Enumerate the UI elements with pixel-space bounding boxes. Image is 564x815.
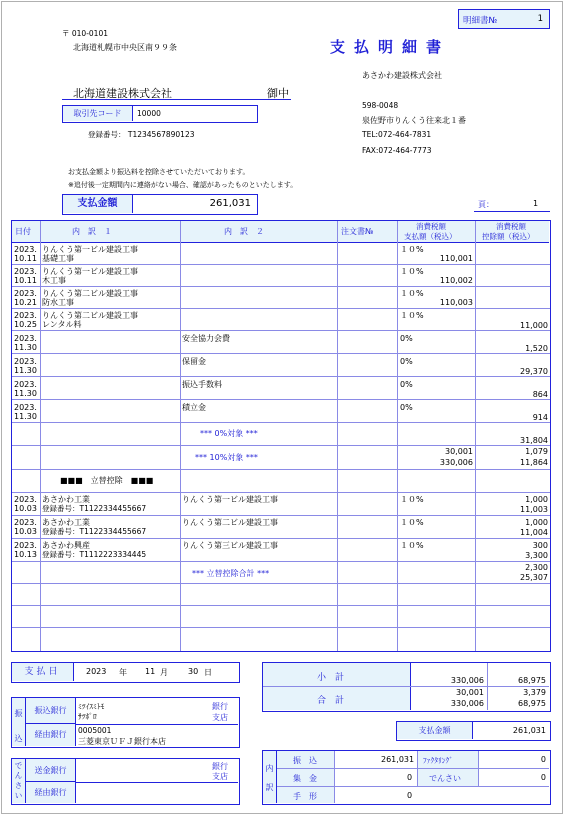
breakdown-value-3: 0 [407, 791, 413, 800]
amount-value: 261,031 [209, 198, 251, 209]
row-rate: 0% [400, 357, 413, 366]
page-title: 支払明細書 [330, 38, 451, 56]
issuer-fax: FAX:072-464-7773 [362, 146, 432, 155]
row-rate: 0% [400, 380, 413, 389]
row-desc2: 振込手数料 [182, 380, 222, 389]
header-desc1: 内 訳 １ [72, 227, 112, 236]
row-date-1: 2023. [14, 495, 37, 504]
breakdown-label-2: 集 金 [293, 774, 317, 783]
row-desc1-b: 木工事 [42, 276, 66, 285]
breakdown-side-2: 訳 [265, 783, 274, 792]
subtotal-pay: 330,006 [450, 676, 484, 685]
row-date-2: 10.11 [14, 276, 37, 285]
transfer-side-2: 込 [14, 734, 23, 743]
transfer-side-1: 振 [14, 709, 23, 718]
row-date-2: 10.25 [14, 320, 37, 329]
densai-side-1: で [14, 761, 23, 770]
partner-code-value: 10000 [137, 109, 161, 118]
breakdown-side-label [263, 751, 277, 803]
pay-date-label: 支払日 [12, 663, 74, 681]
pay-date-month: 11 [145, 667, 156, 676]
partner-code-label: 取引先コード [63, 106, 133, 121]
breakdown-value2-1: 0 [540, 755, 546, 764]
row-ded: 864 [532, 390, 548, 399]
total-pay-b: 330,006 [450, 699, 484, 708]
row-date-1: 2023. [14, 380, 37, 389]
densai-side-4: い [14, 791, 23, 800]
row-desc1-a: りんくう第二ビル建設工事 [42, 311, 138, 320]
header-desc2: 内 訳 ２ [224, 227, 264, 236]
row-pay: 110,003 [439, 298, 473, 307]
row-desc2: りんくう第一ビル建設工事 [182, 495, 278, 504]
row-date-1: 2023. [14, 267, 37, 276]
row-ded-b: 11,864 [520, 458, 548, 467]
row-desc1-a: りんくう第一ビル建設工事 [42, 267, 138, 276]
partner-code-box [62, 105, 258, 123]
breakdown-label-3: 手 形 [293, 792, 317, 801]
header-ded-2: 控除額（税込） [482, 232, 535, 241]
breakdown-label2-2: でんさい [429, 774, 461, 783]
row-date-2: 10.11 [14, 254, 37, 263]
row-pay-a: 30,001 [445, 447, 473, 456]
header-tax-1: 消費税額 [416, 222, 446, 231]
pay-date-year: 2023 [86, 667, 107, 676]
total-label: 合 計 [317, 696, 345, 706]
row-rate: １０% [400, 541, 424, 550]
amount2-box [396, 721, 551, 741]
totals-col-line [487, 663, 488, 710]
transfer-account-label: 経由銀行 [26, 724, 76, 746]
transfer-bank-name-2: ｻﾂﾎﾟﾛ [78, 712, 97, 721]
pay-date-box [11, 662, 240, 683]
row-date-1: 2023. [14, 311, 37, 320]
row-ded-a: 2,300 [525, 563, 548, 572]
densai-divider [76, 782, 238, 783]
densai-via-label: 経由銀行 [26, 782, 76, 803]
recipient-postal: 〒 010-0101 [62, 29, 108, 38]
row-pay: 110,001 [439, 254, 473, 263]
recipient-address: 北海道札幌市中央区南９９条 [73, 43, 177, 52]
issuer-tel: TEL:072-464-7831 [362, 130, 432, 139]
note-2: ※追付後一定期間内に連絡がない場合、確認があったものといたします。 [68, 181, 298, 189]
pay-date-month-unit: 月 [160, 668, 168, 677]
densai-bank-unit: 銀行 [212, 762, 228, 771]
breakdown-side-1: 内 [265, 764, 274, 773]
recipient-name: 北海道建設株式会社 [73, 87, 172, 100]
row-desc1-b: 登録番号：T1112223334445 [42, 550, 147, 559]
totals-box [262, 662, 551, 712]
row-ded-a: 1,000 [525, 495, 548, 504]
section-heading: ■■■ 立替控除 ■■■ [60, 476, 154, 485]
note-1: お支払金額より振込料を控除させていただいております。 [68, 168, 250, 176]
row-desc1-b: 防水工事 [42, 298, 74, 307]
doc-no-box [458, 9, 550, 29]
recipient-honorific: 御中 [267, 87, 289, 100]
row-date-1: 2023. [14, 289, 37, 298]
row-ded: 31,804 [520, 436, 548, 445]
row-desc2: 積立金 [182, 403, 206, 412]
densai-side-2: ん [14, 771, 23, 780]
breakdown-box [262, 750, 551, 805]
row-desc1-a: あさかわ興産 [42, 541, 90, 550]
transfer-bank-name-1: ﾐﾂｲｽﾐﾄﾓ [78, 702, 105, 711]
row-desc1-b: 登録番号：T1122334455667 [42, 527, 147, 536]
row-date-2: 10.21 [14, 298, 37, 307]
row-date-2: 11.30 [14, 389, 37, 398]
recipient-reg-no: 登録番号： T1234567890123 [88, 130, 195, 139]
amount-box [62, 194, 258, 215]
breakdown-label-1: 振 込 [293, 756, 317, 765]
row-date-1: 2023. [14, 518, 37, 527]
row-desc2: りんくう第二ビル建設工事 [182, 518, 278, 527]
issuer-address: 泉佐野市りんくう往来北１番 [362, 116, 466, 125]
densai-side-label [12, 759, 26, 803]
row-date-2: 11.30 [14, 366, 37, 375]
row-ded: 11,000 [520, 321, 548, 330]
total-ded-b: 68,975 [518, 699, 546, 708]
transfer-branch-unit: 支店 [212, 713, 228, 722]
transfer-divider [76, 724, 238, 725]
totals-mid-line [263, 686, 549, 687]
doc-no-value: 1 [537, 14, 543, 24]
header-ded-1: 消費税額 [496, 222, 526, 231]
row-desc2: *** 10%対象 *** [195, 453, 258, 462]
total-ded-a: 3,379 [523, 688, 546, 697]
densai-bank-label: 送金銀行 [26, 759, 76, 782]
transfer-side-label [12, 698, 26, 746]
breakdown-value-1: 261,031 [381, 755, 415, 764]
row-date-2: 10.03 [14, 527, 37, 536]
amount2-label: 支払金額 [397, 722, 473, 739]
row-desc1-a: りんくう第二ビル建設工事 [42, 289, 138, 298]
row-rate: 0% [400, 403, 413, 412]
issuer-postal: 598-0048 [362, 101, 399, 110]
transfer-account-1: 0005001 [78, 726, 112, 735]
total-pay-a: 30,001 [456, 688, 484, 697]
row-ded: 914 [532, 413, 548, 422]
row-rate: １０% [400, 495, 424, 504]
row-ded-b: 11,003 [520, 505, 548, 514]
row-date-2: 10.03 [14, 504, 37, 513]
row-date-1: 2023. [14, 334, 37, 343]
row-rate: １０% [400, 289, 424, 298]
issuer-name: あさかわ建設株式会社 [362, 71, 442, 80]
header-date: 日付 [15, 227, 31, 236]
row-pay-b: 330,006 [439, 458, 473, 467]
row-ded-b: 3,300 [525, 551, 548, 560]
transfer-account-2: 三菱東京ＵＦＪ銀行本店 [78, 737, 166, 746]
header-tax-2: 支払額（税込） [404, 232, 457, 241]
row-desc1-b: 基礎工事 [42, 254, 74, 263]
amount2-value: 261,031 [512, 726, 546, 735]
row-rate: １０% [400, 245, 424, 254]
page-underline [474, 211, 550, 212]
detail-table [11, 220, 551, 652]
row-desc1-b: 登録番号：T1122334455667 [42, 504, 147, 513]
row-date-2: 10.13 [14, 550, 37, 559]
densai-side-3: さ [14, 781, 23, 790]
row-desc2: 保留金 [182, 357, 206, 366]
pay-date-day-unit: 日 [204, 668, 212, 677]
row-desc1-a: あさかわ工業 [42, 518, 90, 527]
row-date-1: 2023. [14, 403, 37, 412]
row-rate: １０% [400, 518, 424, 527]
row-ded-b: 25,307 [520, 573, 548, 582]
transfer-box [11, 697, 240, 748]
row-ded-a: 1,079 [525, 447, 548, 456]
doc-no-label: 明細書№ [463, 16, 498, 26]
page-label: 頁： [478, 200, 494, 209]
row-date-1: 2023. [14, 541, 37, 550]
amount-label: 支払金額 [63, 195, 133, 213]
row-rate: 0% [400, 334, 413, 343]
row-ded-b: 11,004 [520, 528, 548, 537]
row-desc1-b: レンタル料 [42, 320, 82, 329]
row-ded: 29,370 [520, 367, 548, 376]
row-desc1-a: りんくう第一ビル建設工事 [42, 245, 138, 254]
page-value: 1 [533, 199, 539, 208]
row-desc1-a: あさかわ工業 [42, 495, 90, 504]
row-ded-a: 300 [532, 541, 548, 550]
row-date-1: 2023. [14, 357, 37, 366]
header-order: 注文書№ [341, 227, 374, 236]
subtotal-label: 小 計 [317, 673, 345, 683]
row-desc2: *** 立替控除合計 *** [192, 569, 270, 578]
pay-date-year-unit: 年 [119, 668, 127, 677]
row-pay: 110,002 [439, 276, 473, 285]
row-desc2: *** 0%対象 *** [200, 429, 258, 438]
subtotal-ded: 68,975 [518, 676, 546, 685]
pay-date-day: 30 [188, 667, 199, 676]
transfer-bank-label: 振込銀行 [26, 698, 76, 724]
recipient-underline [62, 99, 291, 100]
breakdown-value-2: 0 [407, 773, 413, 782]
row-rate: １０% [400, 267, 424, 276]
row-ded: 1,520 [525, 344, 548, 353]
breakdown-value2-2: 0 [540, 773, 546, 782]
row-date-1: 2023. [14, 245, 37, 254]
breakdown-label2-1: ﾌｧｸﾀﾘﾝｸﾞ [423, 756, 453, 765]
row-date-2: 11.30 [14, 412, 37, 421]
densai-box [11, 758, 240, 805]
densai-branch-unit: 支店 [212, 772, 228, 781]
row-desc2: 安全協力会費 [182, 334, 230, 343]
row-desc2: りんくう第三ビル建設工事 [182, 541, 278, 550]
row-rate: １０% [400, 311, 424, 320]
row-ded-a: 1,000 [525, 518, 548, 527]
row-date-2: 11.30 [14, 343, 37, 352]
transfer-bank-unit: 銀行 [212, 702, 228, 711]
